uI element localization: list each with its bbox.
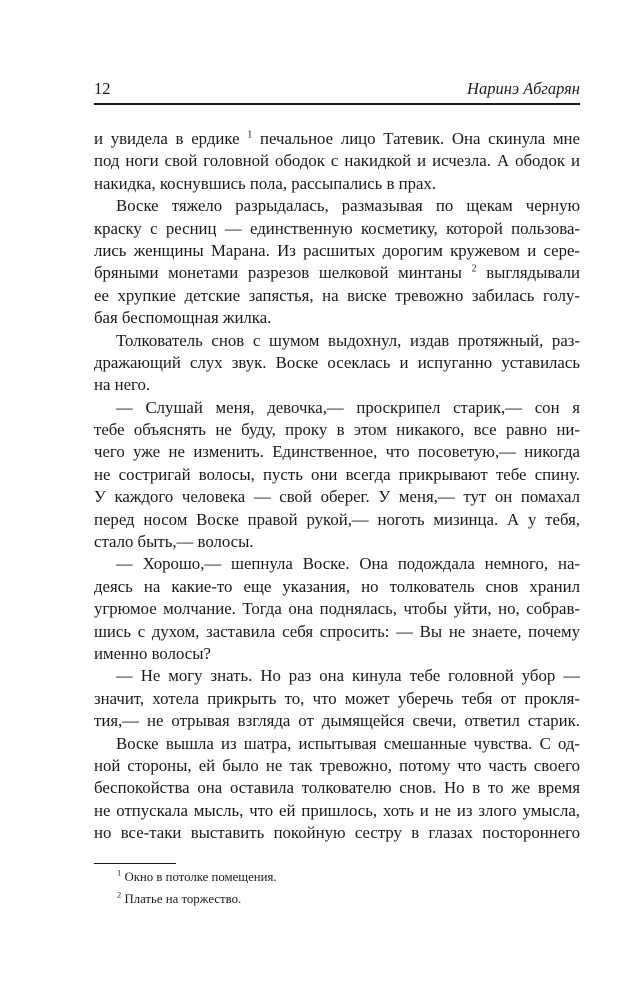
text-line: лись женщины Марана. Из расшитых дорогим кружевом и сере- (94, 240, 580, 260)
text-line: угрюмое молчание. Тогда она поднялась, чтобы уйти, но, собрав- (94, 599, 580, 619)
footnote-marker: 1 (117, 867, 122, 878)
text-line: под ноги свой головной ободок с накидкой и исчезла. А ободок и (94, 151, 580, 171)
footnote-item (117, 888, 277, 910)
text-line: не состригай волосы, пусть они всегда прикрывают тебе спину. (94, 464, 580, 484)
page-number: 12 (94, 79, 111, 98)
text-line: чего уже не изменить. Единственное, что посоветую,— никогда (94, 442, 580, 462)
footnote-item (117, 866, 277, 888)
footnote-rule (94, 863, 176, 864)
page-header (94, 78, 580, 100)
footnotes (117, 866, 277, 910)
text-line: не отпускала мысль, что ей пришлось, хоть и не из злого умысла, (94, 800, 580, 820)
text-line: У каждого человека — свой оберег. У меня,— тут он помахал (94, 487, 580, 507)
footnote-text: Окно в потолке помещения. (124, 870, 277, 884)
text-line: Воске вышла из шатра, испытывая смешанные чувства. С од- (116, 733, 580, 753)
text-line: — Хорошо,— шепнула Воске. Она подождала немного, на- (116, 554, 580, 574)
text-line: дражающий слух звук. Воске осеклась и испуганно уставилась (94, 352, 580, 372)
text-line: и увидела в ердике $^1$ печальное лицо Татевик. Она скинула мне (94, 129, 580, 148)
text-line: на него. (94, 375, 151, 395)
text-line: шись с духом, заставила себя спросить: — Вы не знаете, почему (94, 621, 580, 641)
text-line: беспокойства она оставила толкователю снов. Но в то же время (94, 778, 580, 798)
text-line: тебе объяснять не буду, проку в этом никакого, все равно ни- (94, 420, 580, 440)
text-line: — Слушай меня, девочка,— проскрипел старик,— сон я (116, 397, 580, 417)
footnote-ref: 1 (247, 129, 253, 141)
text-line: тия,— не отрывая взгляда от дымящейся свечи, ответил старик. (94, 711, 580, 731)
text-line: перед носом Воске правой рукой,— ноготь мизинца. А у тебя, (94, 509, 580, 529)
text-line: Воске тяжело разрыдалась, размазывая по щекам черную (116, 196, 580, 216)
text-line: краску с ресниц — единственную косметику, которой пользова- (94, 218, 580, 238)
footnote-text: Платье на торжество. (124, 892, 242, 906)
text-line: ной стороны, ей было не так тревожно, потому что часть своего (94, 755, 580, 775)
footnote-ref: 2 (471, 263, 477, 275)
text-line: но все-таки выставить покойную сестру в глазах постороннего (94, 823, 580, 843)
text-line: — Не могу знать. Но раз она кинула тебе головной убор — (116, 666, 580, 686)
text-line: накидка, коснувшись пола, рассыпались в прах. (94, 173, 437, 193)
text-line: бряными монетами разрезов шелковой минтаны $^2$ выглядывали (94, 263, 580, 283)
text-line: бая беспомощная жилка. (94, 308, 272, 328)
text-line: именно волосы? (94, 643, 211, 663)
footnote-marker: 2 (117, 889, 122, 900)
running-head-author: Наринэ Абгарян (467, 79, 580, 98)
header-rule (94, 103, 580, 105)
body-text (94, 128, 580, 845)
text-line: ее хрупкие детские запястья, на виске тревожно забилась голу- (94, 285, 580, 305)
text-line: деясь на какие-то еще указания, но толкователь снов хранил (94, 576, 580, 596)
text-line: значит, хотела прикрыть то, что может уберечь тебя от прокля- (94, 688, 580, 708)
text-line: Толкователь снов с шумом выдохнул, издав протяжный, раз- (116, 330, 580, 350)
text-line: стало быть,— волосы. (94, 532, 254, 552)
